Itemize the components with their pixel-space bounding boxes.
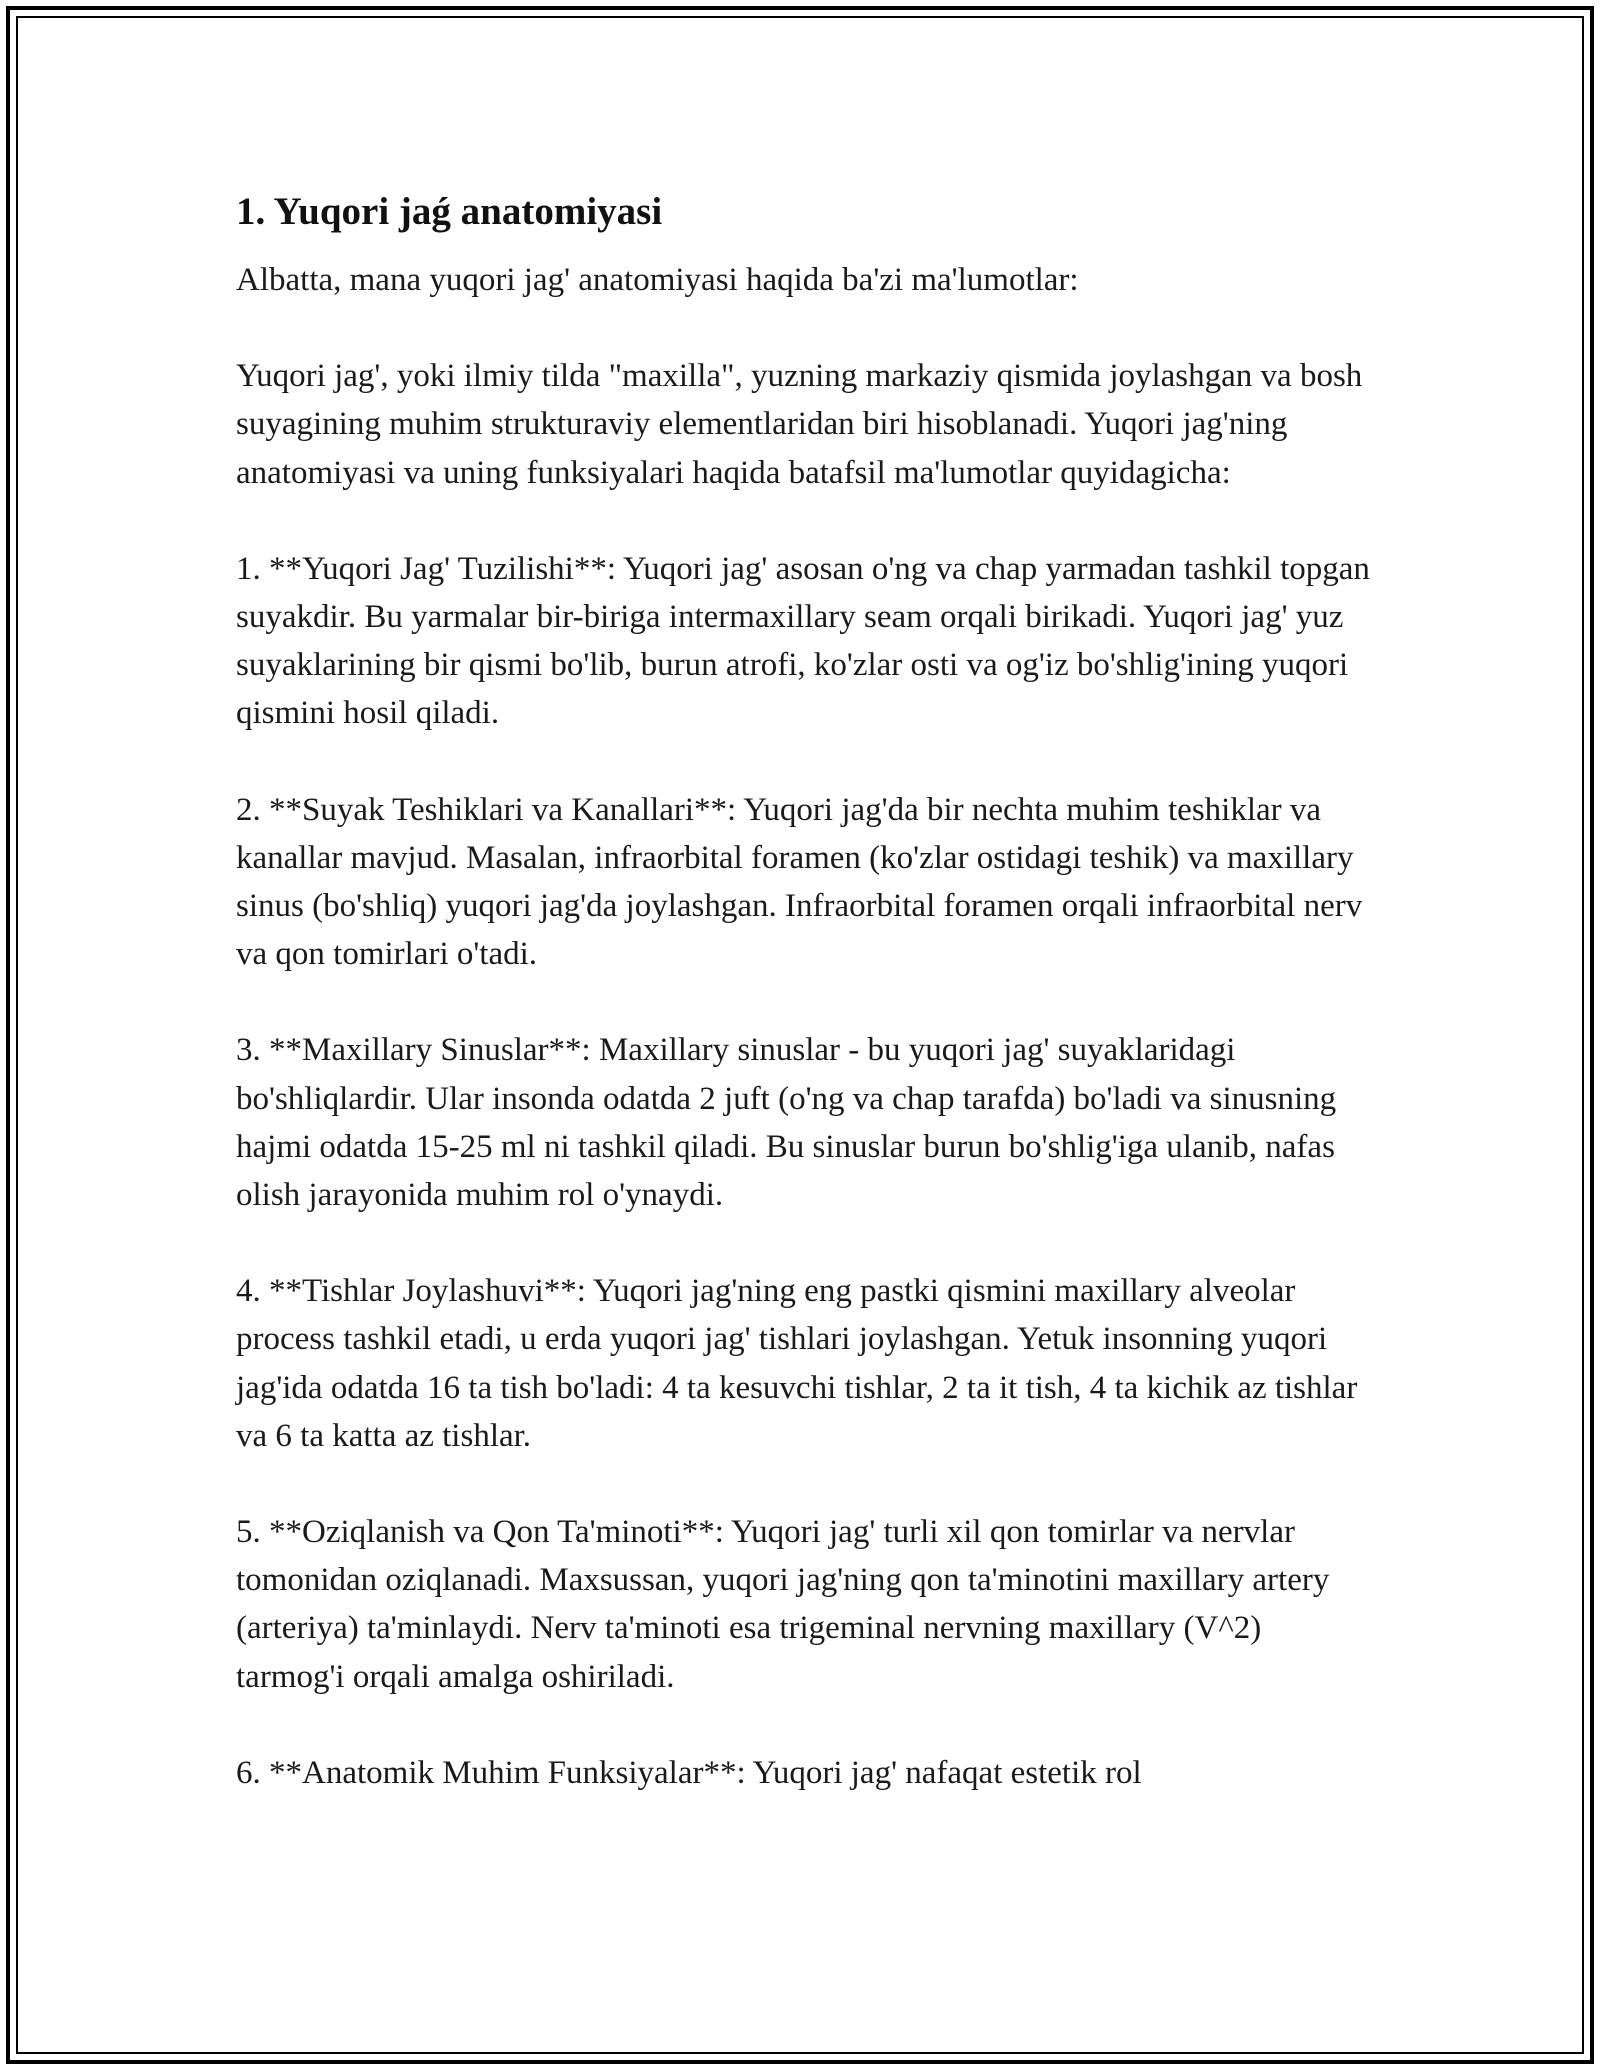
- document-body: [236, 186, 1376, 1797]
- paragraph-teeth: 4. **Tishlar Joylashuvi**: Yuqori jag'ning eng pastki qismini maxillary alveolar process tashkil etadi, u erda yuqori jag' tishlari joylashgan. Yetuk insonning yuqori jag'ida odatda 16 ta tish bo'ladi: 4 ta kesuvchi tishlar, 2 ta it tish, 4 ta kichik az tishlar va 6 ta katta az tishlar.: [236, 1273, 1358, 1454]
- paragraph-functions: 6. **Anatomik Muhim Funksiyalar**: Yuqori jag' nafaqat estetik rol: [236, 1754, 1142, 1791]
- paragraph-sinuses: 3. **Maxillary Sinuslar**: Maxillary sinuslar - bu yuqori jag' suyaklaridagi bo'shliqlardir. Ular insonda odatda 2 juft (o'ng va chap tarafda) bo'ladi va sinusning hajmi odatda 15-25 ml ni tashkil qiladi. Bu sinuslar burun bo'shlig'iga ulanib, nafas olish jarayonida muhim rol o'ynaydi.: [236, 1032, 1337, 1214]
- intro-line: Albatta, mana yuqori jag' anatomiyasi haqida ba'zi ma'lumotlar:: [236, 262, 1079, 298]
- paragraph-blood-supply: 5. **Oziqlanish va Qon Ta'minoti**: Yuqori jag' turli xil qon tomirlar va nervlar tomonidan oziqlanadi. Maxsussan, yuqori jag'ning qon ta'minotini maxillary artery (arteriya) ta'minlaydi. Nerv ta'minoti esa trigeminal nervning maxillary (V^2) tarmog'i orqali amalga oshiriladi.: [236, 1514, 1330, 1695]
- document-title: 1. Yuqori jaǵ anatomiyasi: [236, 190, 663, 233]
- paragraph-overview: Yuqori jag', yoki ilmiy tilda "maxilla", yuzning markaziy qismida joylashgan va bosh suyagining muhim strukturaviy elementlaridan biri hisoblanadi. Yuqori jag'ning anatomiyasi va uning funksiyalari haqida batafsil ma'lumotlar quyidagicha:: [236, 358, 1363, 491]
- paragraph-structure: 1. **Yuqori Jag' Tuzilishi**: Yuqori jag' asosan o'ng va chap yarmadan tashkil topgan suyakdir. Bu yarmalar bir-biriga intermaxillary seam orqali birikadi. Yuqori jag' yuz suyaklarining bir qismi bo'lib, burun atrofi, ko'zlar osti va og'iz bo'shlig'ining yuqori qismini hosil qiladi.: [236, 550, 1370, 732]
- paragraph-foramina: 2. **Suyak Teshiklari va Kanallari**: Yuqori jag'da bir nechta muhim teshiklar va kanallar mavjud. Masalan, infraorbital foramen (ko'zlar ostidagi teshik) va maxillary sinus (bo'shliq) yuqori jag'da joylashgan. Infraorbital foramen orqali infraorbital nerv va qon tomirlari o'tadi.: [236, 791, 1363, 973]
